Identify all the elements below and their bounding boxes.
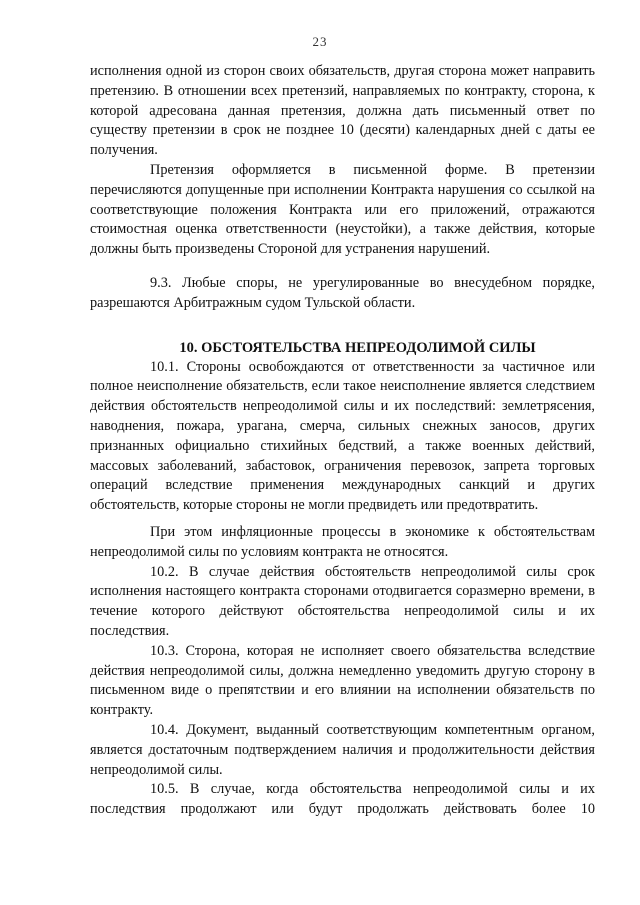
paragraph-claim-form: Претензия оформляется в письменной форме. В претензии перечисляются допущенные при исполнении Контракта нарушения со ссылкой на соответствующие положения Контракта или его приложений, отражаются стоимостная оценка ответственности (неустойки), а также действия, которые должны быть произведены Стороной для устранения нарушений. bbox=[90, 161, 595, 258]
paragraph-9-3: 9.3. Любые споры, не урегулированные во внесудебном порядке, разрешаются Арбитражным судом Тульской области. bbox=[90, 274, 595, 311]
paragraph-10-4: 10.4. Документ, выданный соответствующим компетентным органом, является достаточным подтверждением наличия и продолжительности действия непреодолимой силы. bbox=[90, 721, 595, 778]
paragraph-claim-continuation: исполнения одной из сторон своих обязательств, другая сторона может направить претензию. В отношении всех претензий, направляемых по контракту, сторона, к которой адресована данная претензия, должна дать письменный ответ по существу претензии в срок не позднее 10 (десяти) календарных дней с даты ее получения. bbox=[90, 63, 595, 159]
section-heading-force-majeure: 10. ОБСТОЯТЕЛЬСТВА НЕПРЕОДОЛИМОЙ СИЛЫ bbox=[179, 339, 536, 356]
paragraph-10-2: 10.2. В случае действия обстоятельств непреодолимой силы срок исполнения настоящего контракта сторонами отодвигается соразмерно времени, в течение которого действуют обстоятельства непреодолимой силы и их последствия. bbox=[90, 563, 595, 639]
paragraph-10-5: 10.5. В случае, когда обстоятельства непреодолимой силы и их последствия продолжают или будут продолжать действовать более 10 bbox=[90, 781, 595, 818]
paragraph-10-3: 10.3. Сторона, которая не исполняет своего обязательства вследствие действия непреодолимой силы, должна немедленно уведомить другую сторону в письменном виде о препятствии и его влиянии на исполнении обязательств по контракту. bbox=[90, 642, 595, 719]
paragraph-inflation: При этом инфляционные процессы в экономике к обстоятельствам непреодолимой силы по условиям контракта не относятся. bbox=[90, 523, 595, 560]
paragraph-10-1: 10.1. Стороны освобождаются от ответственности за частичное или полное неисполнение обязательств, если такое неисполнение является следствием действия обстоятельств непреодолимой силы и их последствий: землетрясения, наводнения, пожара, урагана, смерча, сильных снежных заносов, других признанных официально стихийных бедствий, а также военных действий, массовых заболеваний, забастовок, ограничения перевозок, запрета торговых операций вследствие применения международных санкций и других обстоятельств, которые стороны не могли предвидеть или предотвратить. bbox=[90, 358, 595, 514]
page-number: 23 bbox=[312, 34, 328, 49]
page-body bbox=[90, 62, 595, 820]
